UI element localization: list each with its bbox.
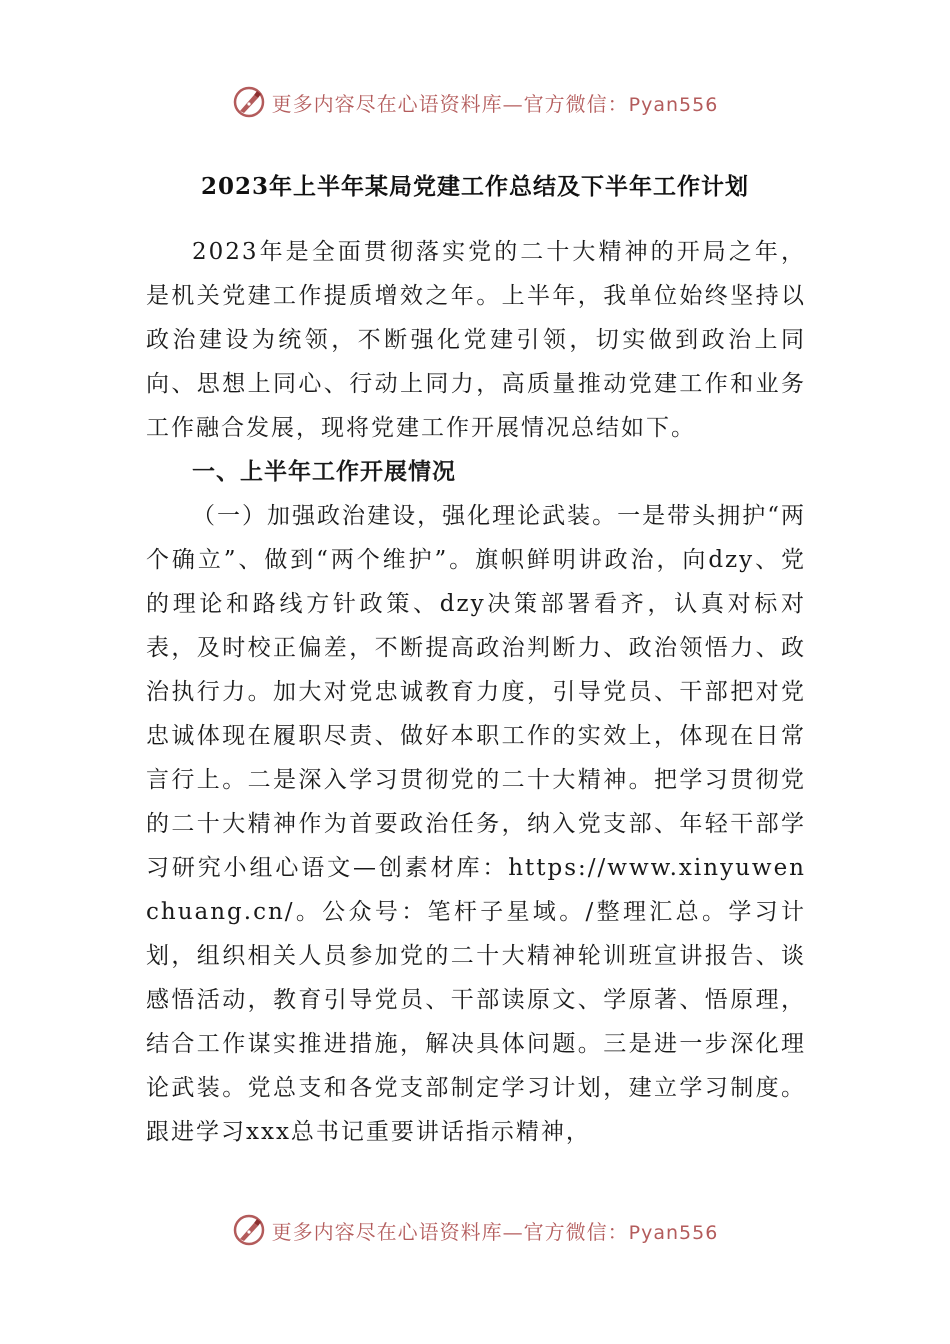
header-watermark-banner	[0, 82, 950, 122]
section-heading: 一、上半年工作开展情况	[192, 459, 456, 485]
intro-paragraph: 2023年是全面贯彻落实党的二十大精神的开局之年，是机关党建工作提质增效之年。上半年，我单位始终坚持以政治建设为统领，不断强化党建引领，切实做到政治上同向、思想上同心、行动上同力，高质量推动党建工作和业务工作融合发展，现将党建工作开展情况总结如下。	[146, 239, 806, 441]
pen-nib-logo-icon	[232, 1213, 266, 1247]
document-body	[146, 230, 806, 1154]
watermark-contact: Pyan556	[628, 1221, 719, 1244]
watermark-text: 更多内容尽在心语资料库—官方微信：Pyan556	[271, 91, 719, 116]
watermark-text: 更多内容尽在心语资料库—官方微信：Pyan556	[271, 1219, 719, 1244]
document-title: 2023年上半年某局党建工作总结及下半年工作计划	[200, 173, 749, 200]
pen-nib-logo-icon	[232, 85, 266, 119]
footer-watermark-banner	[0, 1210, 950, 1250]
watermark-contact: Pyan556	[628, 93, 719, 116]
section-paragraph: （一）加强政治建设，强化理论武装。一是带头拥护“两个确立”、做到“两个维护”。旗帜鲜明讲政治，向dzy、党的理论和路线方针政策、dzy决策部署看齐，认真对标对表，及时校正偏差，不断提高政治判断力、政治领悟力、政治执行力。加大对党忠诚教育力度，引导党员、干部把对党忠诚体现在履职尽责、做好本职工作的实效上，体现在日常言行上。二是深入学习贯彻党的二十大精神。把学习贯彻党的二十大精神作为首要政治任务，纳入党支部、年轻干部学习研究小组心语文—创素材库：https://www.xinyuwenchuang.cn/。公众号：笔杆子星域。/整理汇总。学习计划，组织相关人员参加党的二十大精神轮训班宣讲报告、谈感悟活动，教育引导党员、干部读原文、学原著、悟原理，结合工作谋实推进措施，解决具体问题。三是进一步深化理论武装。党总支和各党支部制定学习计划，建立学习制度。跟进学习xxx总书记重要讲话指示精神，	[146, 503, 806, 1145]
